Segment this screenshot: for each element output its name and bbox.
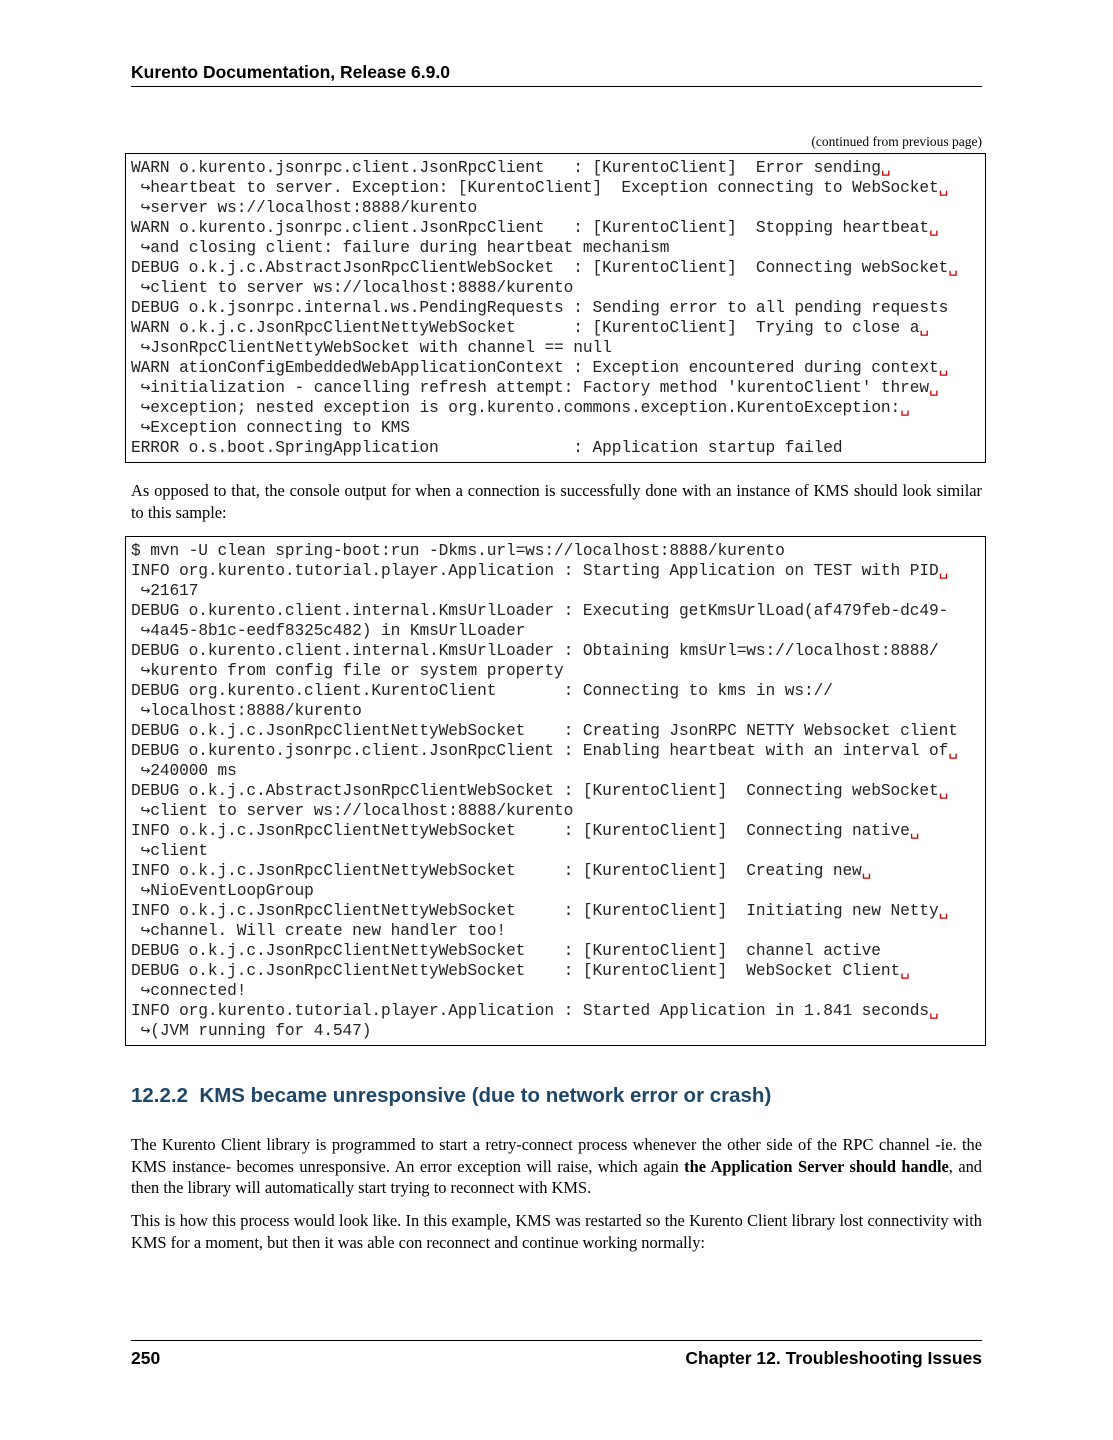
code-line-text: ↪and closing client: failure during heartbeat mechanism (131, 239, 670, 257)
line-wrap-marker-icon: ␣ (938, 782, 949, 800)
line-wrap-marker-icon: ␣ (948, 259, 958, 277)
line-wrap-marker-icon: ␣ (938, 359, 949, 377)
line-wrap-marker-icon: ␣ (948, 742, 958, 760)
code-line-text: DEBUG o.k.j.c.AbstractJsonRpcClientWebSocket : [KurentoClient] Connecting webSocket (131, 782, 939, 800)
code-line-text: ↪4a45-8b1c-eedf8325c482) in KmsUrlLoader (131, 622, 526, 640)
code-line-text: DEBUG o.kurento.client.internal.KmsUrlLoader : Executing getKmsUrlLoad(af479feb-dc49- (131, 602, 949, 620)
code-line-text: ↪connected! (131, 982, 247, 1000)
line-wrap-marker-icon: ␣ (929, 379, 939, 397)
code-line (131, 358, 985, 378)
line-wrap-marker-icon: ␣ (938, 562, 949, 580)
code-line (131, 601, 985, 621)
code-line-text: DEBUG o.kurento.jsonrpc.client.JsonRpcClient : Enabling heartbeat with an interval of (131, 742, 949, 760)
code-line (131, 418, 985, 438)
code-line (131, 198, 985, 218)
code-line-text: INFO org.kurento.tutorial.player.Application : Starting Application on TEST with PID (131, 562, 939, 580)
code-line (131, 178, 985, 198)
code-line (131, 701, 985, 721)
code-line-text: DEBUG o.k.jsonrpc.internal.ws.PendingRequests : Sending error to all pending requests (131, 299, 949, 317)
code-line-text: ↪Exception connecting to KMS (131, 419, 410, 437)
code-line-text: INFO org.kurento.tutorial.player.Application : Started Application in 1.841 seconds (131, 1002, 929, 1020)
section-title: KMS became unresponsive (due to network error or crash) (199, 1084, 772, 1107)
line-wrap-marker-icon: ␣ (919, 319, 930, 337)
line-wrap-marker-icon: ␣ (909, 822, 920, 840)
code-line (131, 278, 985, 298)
code-line (131, 761, 985, 781)
code-line-text: ↪localhost:8888/kurento (131, 702, 362, 720)
code-line-text: ↪client to server ws://localhost:8888/kurento (131, 279, 574, 297)
code-line (131, 398, 985, 418)
code-line (131, 158, 985, 178)
code-line-text: ERROR o.s.boot.SpringApplication : Application startup failed (131, 439, 843, 457)
code-line (131, 981, 985, 1001)
section-number: 12.2.2 (131, 1084, 188, 1107)
code-line-text: ↪client (131, 842, 208, 860)
code-line (131, 921, 985, 941)
code-line (131, 861, 985, 881)
line-wrap-marker-icon: ␣ (928, 1002, 939, 1020)
code-line (131, 581, 985, 601)
code-line (131, 1021, 985, 1041)
code-line-text: WARN o.kurento.jsonrpc.client.JsonRpcClient : [KurentoClient] Error sending (131, 159, 881, 177)
code-line-text: DEBUG org.kurento.client.KurentoClient : Connecting to kms in ws:// (131, 682, 833, 700)
code-line-text: ↪240000 ms (131, 762, 237, 780)
code-block-success-log (125, 536, 986, 1046)
code-line-text: ↪NioEventLoopGroup (131, 882, 314, 900)
code-line-text: DEBUG o.k.j.c.JsonRpcClientNettyWebSocket : Creating JsonRPC NETTY Websocket client (131, 722, 958, 740)
line-wrap-marker-icon: ␣ (861, 862, 872, 880)
code-line (131, 218, 985, 238)
running-header: Kurento Documentation, Release 6.9.0 (131, 62, 982, 87)
code-line (131, 941, 985, 961)
code-line-text: ↪(JVM running for 4.547) (131, 1022, 372, 1040)
code-line (131, 801, 985, 821)
code-line (131, 258, 985, 278)
chapter-title: Chapter 12. Troubleshooting Issues (685, 1348, 982, 1368)
code-line (131, 541, 985, 561)
code-line (131, 1001, 985, 1021)
code-line-text: ↪21617 (131, 582, 199, 600)
line-wrap-marker-icon: ␣ (938, 902, 949, 920)
line-wrap-marker-icon: ␣ (928, 219, 939, 237)
code-line (131, 681, 985, 701)
line-wrap-marker-icon: ␣ (880, 159, 891, 177)
code-block-error-log (125, 153, 986, 463)
line-wrap-marker-icon: ␣ (938, 179, 949, 197)
code-line (131, 338, 985, 358)
page-number: 250 (131, 1348, 161, 1368)
text: , and then the library will automatically start trying to reconnect with KMS. (131, 1156, 982, 1197)
page-footer (131, 1340, 982, 1369)
code-line (131, 561, 985, 581)
code-line (131, 378, 985, 398)
code-line (131, 438, 985, 458)
code-line (131, 721, 985, 741)
paragraph-retry (131, 1134, 982, 1199)
code-line-text: ↪channel. Will create new handler too! (131, 922, 506, 940)
bold-text: the Application Server should handle (684, 1156, 949, 1176)
code-line (131, 741, 985, 761)
code-line (131, 821, 985, 841)
code-line-text: DEBUG o.k.j.c.JsonRpcClientNettyWebSocket : [KurentoClient] WebSocket Client (131, 962, 901, 980)
code-line-text: ↪JsonRpcClientNettyWebSocket with channel == null (131, 339, 612, 357)
code-line-text: WARN o.kurento.jsonrpc.client.JsonRpcClient : [KurentoClient] Stopping heartbeat (131, 219, 929, 237)
text: The Kurento Client library is programmed to start a retry-connect process whenever the other side of the RPC channel -ie. the KMS instance- becomes unresponsive. An error exception will raise, which again (131, 1135, 982, 1176)
paragraph-example: This is how this process would look like. In this example, KMS was restarted so the Kurento Client library lost connectivity with KMS for a moment, but then it was able con reconnect and continue working normally: (131, 1211, 982, 1252)
code-line-text: WARN ationConfigEmbeddedWebApplicationContext : Exception encountered during context (131, 359, 939, 377)
section-heading (131, 1084, 771, 1108)
code-line (131, 661, 985, 681)
code-line-text: INFO o.k.j.c.JsonRpcClientNettyWebSocket : [KurentoClient] Connecting native (131, 822, 910, 840)
code-line-text: $ mvn -U clean spring-boot:run -Dkms.url=ws://localhost:8888/kurento (131, 542, 785, 560)
line-wrap-marker-icon: ␣ (900, 962, 910, 980)
paragraph-success-intro: As opposed to that, the console output for when a connection is successfully done with an instance of KMS should look similar to this sample: (131, 481, 982, 522)
code-line-text: ↪server ws://localhost:8888/kurento (131, 199, 478, 217)
code-line (131, 641, 985, 661)
continued-note: (continued from previous page) (811, 134, 982, 149)
code-line-text: ↪client to server ws://localhost:8888/kurento (131, 802, 574, 820)
code-line-text: ↪exception; nested exception is org.kurento.commons.exception.KurentoException: (131, 399, 901, 417)
code-line-text: DEBUG o.k.j.c.AbstractJsonRpcClientWebSocket : [KurentoClient] Connecting webSocket (131, 259, 949, 277)
line-wrap-marker-icon: ␣ (900, 399, 910, 417)
code-line-text: INFO o.k.j.c.JsonRpcClientNettyWebSocket : [KurentoClient] Initiating new Netty (131, 902, 939, 920)
code-line (131, 901, 985, 921)
code-line (131, 238, 985, 258)
code-line (131, 961, 985, 981)
code-line-text: DEBUG o.k.j.c.JsonRpcClientNettyWebSocket : [KurentoClient] channel active (131, 942, 881, 960)
code-line-text: DEBUG o.kurento.client.internal.KmsUrlLoader : Obtaining kmsUrl=ws://localhost:8888/ (131, 642, 939, 660)
code-line-text: INFO o.k.j.c.JsonRpcClientNettyWebSocket : [KurentoClient] Creating new (131, 862, 862, 880)
code-line-text: ↪initialization - cancelling refresh attempt: Factory method 'kurentoClient' threw (131, 379, 930, 397)
code-line (131, 841, 985, 861)
code-line (131, 881, 985, 901)
code-line-text: WARN o.k.j.c.JsonRpcClientNettyWebSocket : [KurentoClient] Trying to close a (131, 319, 920, 337)
code-line-text: ↪heartbeat to server. Exception: [KurentoClient] Exception connecting to WebSocket (131, 179, 939, 197)
code-line (131, 781, 985, 801)
code-line-text: ↪kurento from config file or system property (131, 662, 564, 680)
code-line (131, 621, 985, 641)
code-line (131, 318, 985, 338)
code-line (131, 298, 985, 318)
